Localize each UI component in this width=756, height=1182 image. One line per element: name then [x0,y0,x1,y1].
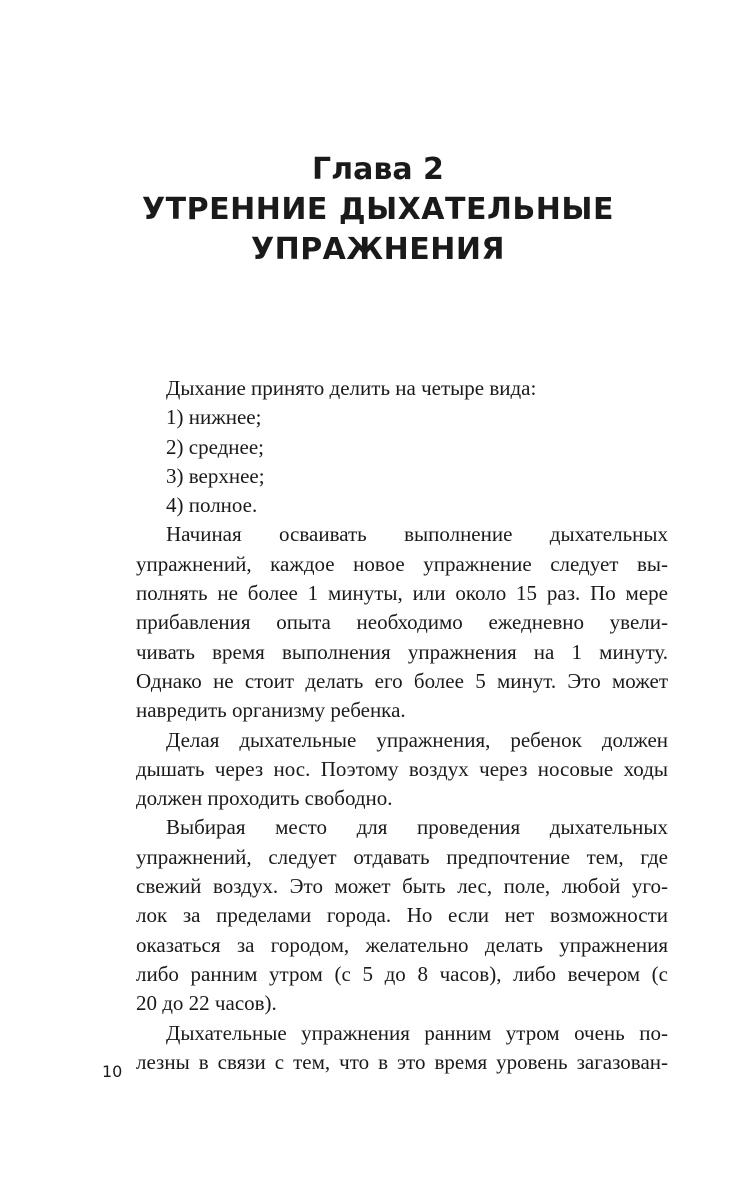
body-text [136,374,668,1077]
text-line: навредить организму ребенка. [136,698,406,723]
text-line: 3) верхнее; [166,463,265,488]
text-line: 20 до 22 часов). [136,991,277,1016]
chapter-number: Глава 2 [312,152,444,187]
text-line: Начиная осваивать выполнение дыхательных [166,522,668,547]
text-line: оказаться за городом, желательно делать упражнения [136,932,668,957]
chapter-title-line-2: УПРАЖНЕНИЯ [250,232,506,267]
text-line: Дыхание принято делить на четыре вида: [166,376,537,400]
text-line: лезны в связи с тем, что в это время уровень загазован- [136,1049,668,1074]
text-line: дышать через нос. Поэтому воздух через носовые ходы [136,756,668,781]
text-line: Дыхательные упражнения ранним утром очень по- [166,1020,668,1045]
text-line: Однако не стоит делать его более 5 минут. Это может [136,668,668,693]
text-line: должен проходить свободно. [136,786,393,811]
text-line: Делая дыхательные упражнения, ребенок должен [166,727,668,752]
chapter-title-line-1: УТРЕННИЕ ДЫХАТЕЛЬНЫЕ [142,192,614,227]
text-line: упражнений, каждое новое упражнение следует вы- [136,551,668,576]
text-line: лок за пределами города. Но если нет возможности [136,903,668,928]
page-number: 10 [102,1062,123,1081]
text-line: свежий воздух. Это может быть лес, поле, любой уго- [136,874,668,899]
text-line: либо ранним утром (с 5 до 8 часов), либо вечером (с [136,961,668,986]
text-line: полнять не более 1 минуты, или около 15 раз. По мере [136,581,668,606]
text-line: Выбирая место для проведения дыхательных [166,815,668,840]
text-line: 1) нижнее; [166,405,262,430]
chapter-heading [0,150,756,270]
text-line: прибавления опыта необходимо ежедневно увели- [136,610,668,635]
text-line: 4) полное. [166,493,258,518]
text-line: 2) среднее; [166,434,265,459]
text-line: чивать время выполнения упражнения на 1 минуту. [136,639,668,664]
text-line: упражнений, следует отдавать предпочтение тем, где [136,844,668,869]
